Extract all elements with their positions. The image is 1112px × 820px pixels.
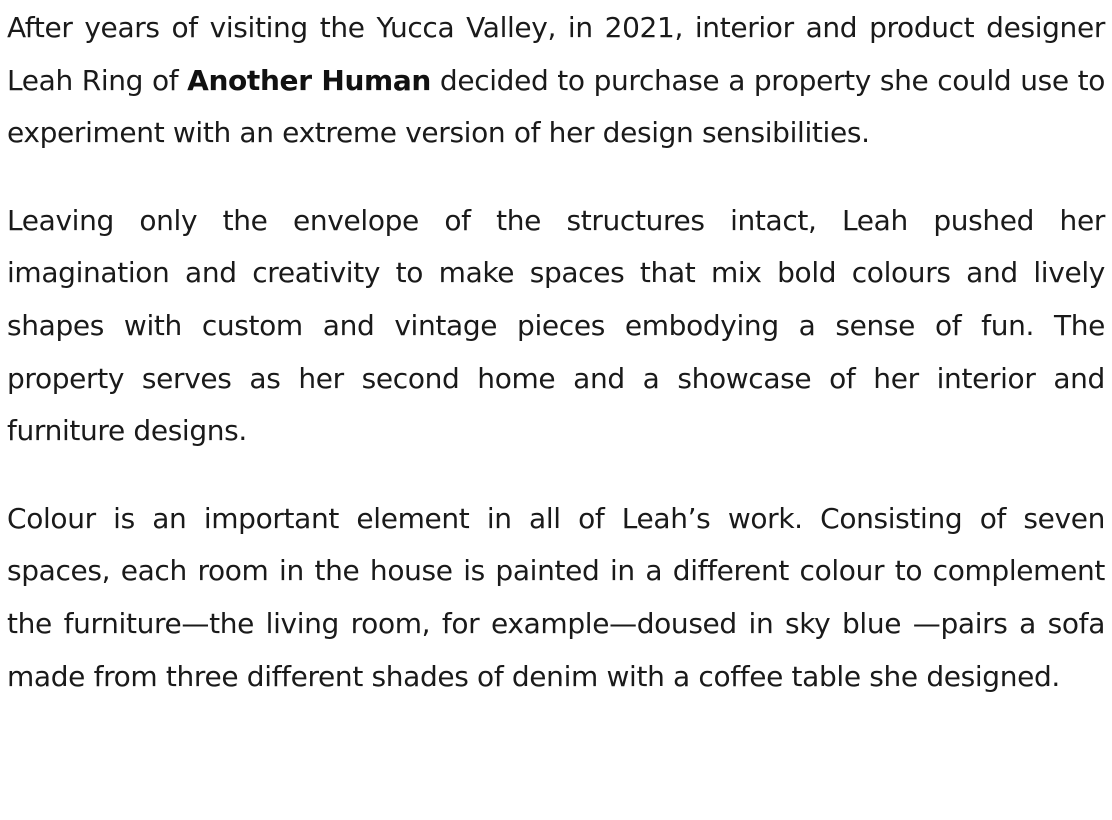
article-paragraph: Leaving only the envelope of the structures intact, Leah pushed her imagination and creativity to make spaces that mix bold colours and lively shapes with custom and vintage pieces embodying a sense of fun. The property serves as her second home and a showcase of her interior and furniture designs. [7,203,1105,448]
article-paragraph: Colour is an important element in all of Leah’s work. Consisting of seven spaces, each room in the house is painted in a different colour to complement the furniture—the living room, for example—doused in sky blue —pairs a sofa made from three different shades of denim with a coffee table she designed. [7,501,1105,693]
paragraph-text: decided to purchase a property she could use to experiment with an extreme version of her design sensibilities. [7,63,1105,150]
article-paragraph [7,0,1105,160]
another-human-link[interactable]: Another Human [187,63,432,97]
paragraph-text: After years of visiting the Yucca Valley, in 2021, interior and product designer Leah Ring of [7,11,1105,97]
